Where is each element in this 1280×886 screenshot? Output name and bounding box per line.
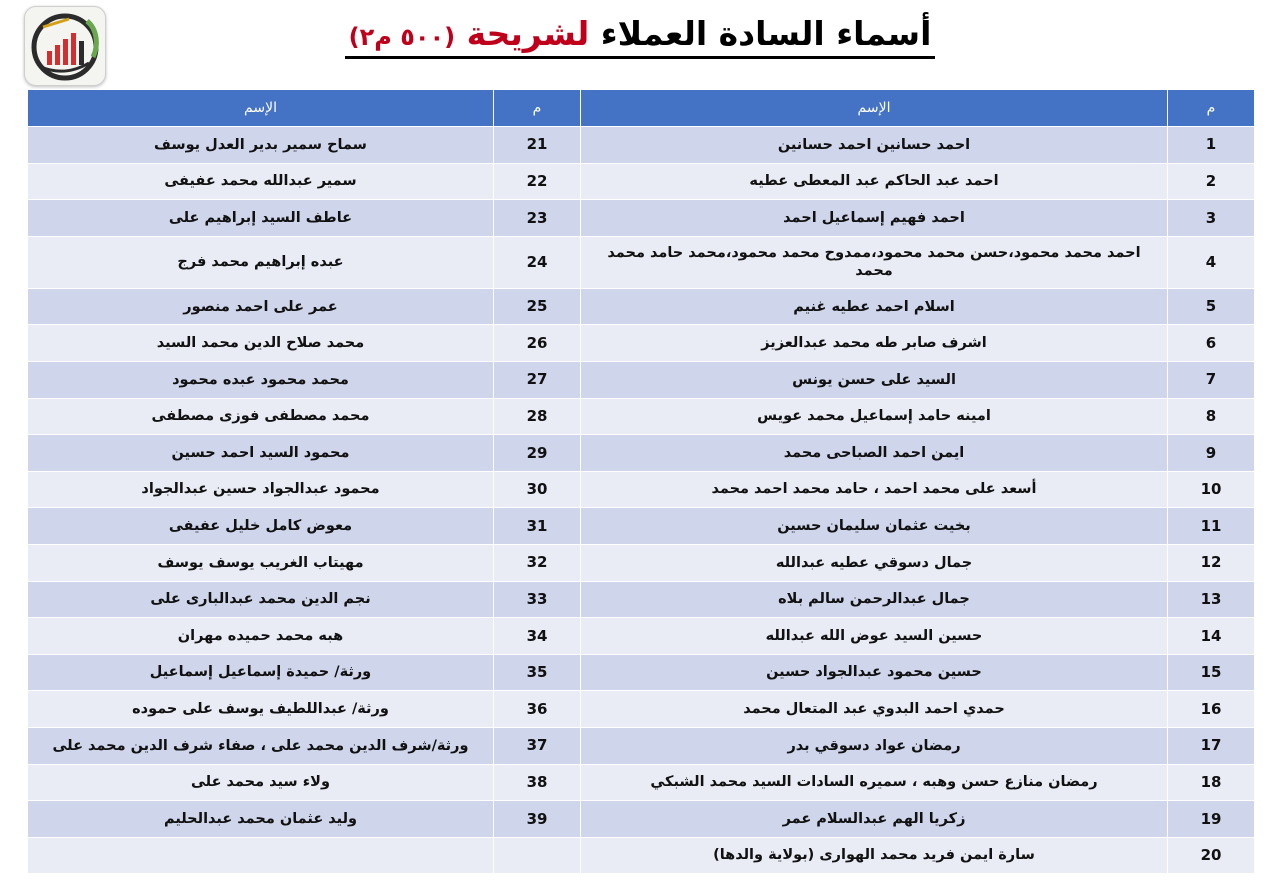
row-number-2: 33 (494, 581, 581, 618)
row-number-2: 24 (494, 236, 581, 288)
table-header-row (28, 90, 1255, 127)
customer-name-2: عبده إبراهيم محمد فرج (28, 236, 494, 288)
page-title (345, 14, 936, 59)
customer-name-2: ورثة/ عبداللطيف يوسف على حموده (28, 691, 494, 728)
row-number: 11 (1168, 508, 1255, 545)
row-number-2: 30 (494, 471, 581, 508)
customer-name: ايمن احمد الصباحى محمد (581, 435, 1168, 472)
row-number-2: 28 (494, 398, 581, 435)
title-main: أسماء السادة العملاء (589, 14, 932, 53)
customer-name: اشرف صابر طه محمد عبدالعزيز (581, 325, 1168, 362)
customer-name-2: محمود السيد احمد حسين (28, 435, 494, 472)
customer-name: حمدي احمد البدوي عبد المتعال محمد (581, 691, 1168, 728)
row-number-2: 31 (494, 508, 581, 545)
row-number-2: 32 (494, 544, 581, 581)
row-number: 5 (1168, 288, 1255, 325)
customer-name: السيد على حسن يونس (581, 361, 1168, 398)
table-row (28, 471, 1255, 508)
customer-name-2: مهيتاب الغريب يوسف يوسف (28, 544, 494, 581)
table-row (28, 764, 1255, 801)
customer-name-2: محمود عبدالجواد حسين عبدالجواد (28, 471, 494, 508)
customer-name-2: نجم الدين محمد عبدالبارى على (28, 581, 494, 618)
row-number: 14 (1168, 618, 1255, 655)
customer-name: أسعد على محمد احمد ، حامد محمد احمد محمد (581, 471, 1168, 508)
customer-name-2: محمد صلاح الدين محمد السيد (28, 325, 494, 362)
header-name: الإسم (581, 90, 1168, 127)
row-number-2: 21 (494, 127, 581, 164)
row-number: 2 (1168, 163, 1255, 200)
row-number: 10 (1168, 471, 1255, 508)
customer-name-2: ولاء سيد محمد على (28, 764, 494, 801)
table-row (28, 691, 1255, 728)
customer-name-2: وليد عثمان محمد عبدالحليم (28, 801, 494, 838)
customer-name-2: عاطف السيد إبراهيم على (28, 200, 494, 237)
table-row (28, 801, 1255, 838)
row-number-2: 39 (494, 801, 581, 838)
row-number-2: 38 (494, 764, 581, 801)
customer-name: اسلام احمد عطيه غنيم (581, 288, 1168, 325)
row-number-2: 29 (494, 435, 581, 472)
customer-name-2 (28, 837, 494, 874)
row-number: 4 (1168, 236, 1255, 288)
row-number: 20 (1168, 837, 1255, 874)
row-number-2: 36 (494, 691, 581, 728)
row-number: 15 (1168, 654, 1255, 691)
customer-name-2: معوض كامل خليل عفيفى (28, 508, 494, 545)
customer-name: سارة ايمن فريد محمد الهوارى (بولاية والدها) (581, 837, 1168, 874)
customer-name: بخيت عثمان سليمان حسين (581, 508, 1168, 545)
title-paren: (٥٠٠ م٢) (348, 23, 456, 51)
customer-name: جمال عبدالرحمن سالم بلاه (581, 581, 1168, 618)
row-number-2: 37 (494, 727, 581, 764)
customer-name-2: عمر على احمد منصور (28, 288, 494, 325)
customer-name-2: ورثة/ حميدة إسماعيل إسماعيل (28, 654, 494, 691)
customer-name: جمال دسوقي عطيه عبدالله (581, 544, 1168, 581)
row-number: 7 (1168, 361, 1255, 398)
title-red: لشريحة (466, 14, 590, 53)
row-number: 18 (1168, 764, 1255, 801)
table-row (28, 398, 1255, 435)
table-row (28, 361, 1255, 398)
table-row (28, 544, 1255, 581)
customer-name: احمد حسانين احمد حسانين (581, 127, 1168, 164)
row-number-2: 27 (494, 361, 581, 398)
row-number-2: 22 (494, 163, 581, 200)
row-number: 8 (1168, 398, 1255, 435)
customer-name-2: سمير عبدالله محمد عفيفى (28, 163, 494, 200)
row-number-2: 34 (494, 618, 581, 655)
customer-name: رمضان عواد دسوقي بدر (581, 727, 1168, 764)
table-row (28, 508, 1255, 545)
table-row (28, 236, 1255, 288)
customer-name: احمد محمد محمود،حسن محمد محمود،ممدوح محمد محمود،محمد حامد محمد محمد (581, 236, 1168, 288)
row-number: 1 (1168, 127, 1255, 164)
customer-name: احمد عبد الحاكم عبد المعطى عطيه (581, 163, 1168, 200)
row-number: 3 (1168, 200, 1255, 237)
row-number: 16 (1168, 691, 1255, 728)
table-row (28, 654, 1255, 691)
table-row (28, 200, 1255, 237)
table-row (28, 325, 1255, 362)
row-number: 12 (1168, 544, 1255, 581)
customer-name: حسين محمود عبدالجواد حسين (581, 654, 1168, 691)
customer-name-2: سماح سمير بدير العدل يوسف (28, 127, 494, 164)
header-num: م (1168, 90, 1255, 127)
table-row (28, 581, 1255, 618)
customer-name: حسين السيد عوض الله عبدالله (581, 618, 1168, 655)
customer-name: رمضان منازع حسن وهبه ، سميره السادات السيد محمد الشبكي (581, 764, 1168, 801)
row-number: 19 (1168, 801, 1255, 838)
customer-name-2: هبه محمد حميده مهران (28, 618, 494, 655)
row-number: 9 (1168, 435, 1255, 472)
row-number-2: 35 (494, 654, 581, 691)
row-number-2: 25 (494, 288, 581, 325)
header-num-2: م (494, 90, 581, 127)
customer-name-2: محمد مصطفى فوزى مصطفى (28, 398, 494, 435)
customer-name: زكريا الهم عبدالسلام عمر (581, 801, 1168, 838)
customer-name-2: محمد محمود عبده محمود (28, 361, 494, 398)
customers-table (27, 89, 1255, 874)
row-number-2: 23 (494, 200, 581, 237)
row-number: 17 (1168, 727, 1255, 764)
row-number-2 (494, 837, 581, 874)
table-row (28, 288, 1255, 325)
customer-name: امينه حامد إسماعيل محمد عويس (581, 398, 1168, 435)
row-number: 13 (1168, 581, 1255, 618)
table-row (28, 727, 1255, 764)
table-row (28, 127, 1255, 164)
row-number-2: 26 (494, 325, 581, 362)
row-number: 6 (1168, 325, 1255, 362)
table-row (28, 163, 1255, 200)
table-row (28, 837, 1255, 874)
header-name-2: الإسم (28, 90, 494, 127)
table-row (28, 435, 1255, 472)
customer-name: احمد فهيم إسماعيل احمد (581, 200, 1168, 237)
customer-name-2: ورثة/شرف الدين محمد على ، صفاء شرف الدين محمد على (28, 727, 494, 764)
table-row (28, 618, 1255, 655)
